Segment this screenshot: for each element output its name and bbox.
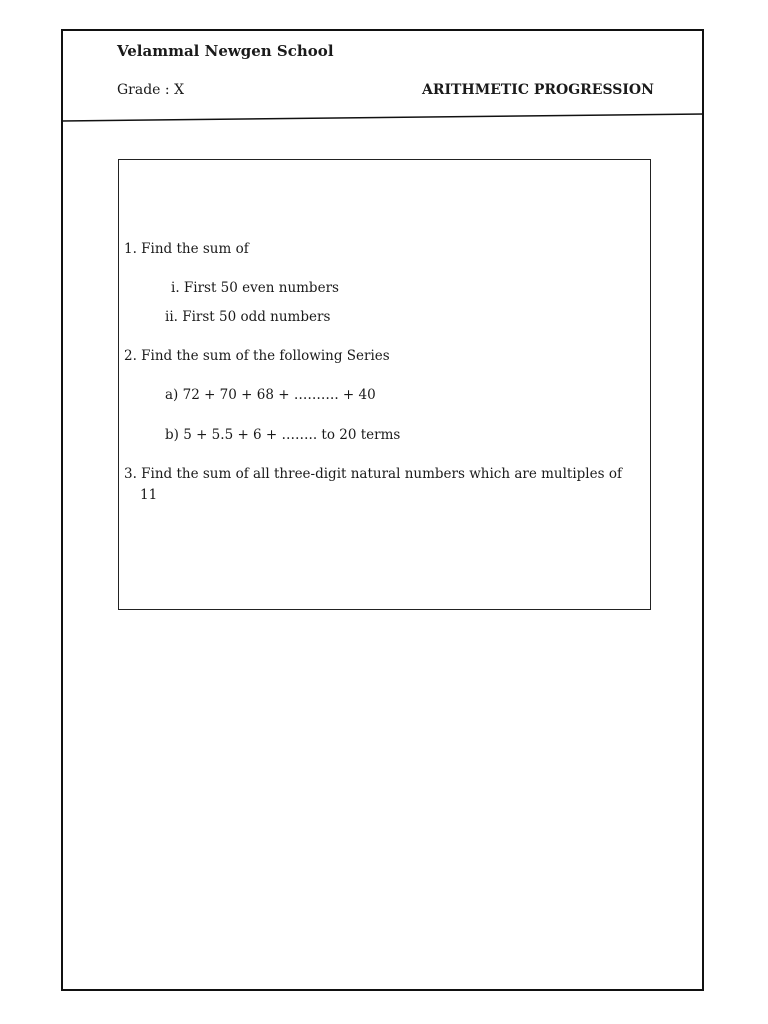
question-1: 1. Find the sum of: [124, 241, 249, 257]
question-1-part-ii: ii. First 50 odd numbers: [165, 309, 331, 325]
question-box: [118, 159, 651, 610]
question-3-line-2: 11: [140, 487, 158, 503]
question-1-part-i: i. First 50 even numbers: [171, 280, 339, 296]
topic-title: ARITHMETIC PROGRESSION: [422, 82, 654, 98]
question-3-line-1: 3. Find the sum of all three-digit natural numbers which are multiples of: [124, 466, 622, 482]
school-name: Velammal Newgen School: [117, 42, 334, 60]
question-2-part-b: b) 5 + 5.5 + 6 + …….. to 20 terms: [165, 427, 401, 443]
question-2: 2. Find the sum of the following Series: [124, 348, 390, 364]
grade-label: Grade : X: [117, 82, 185, 98]
question-2-part-a: a) 72 + 70 + 68 + ………. + 40: [165, 387, 376, 403]
